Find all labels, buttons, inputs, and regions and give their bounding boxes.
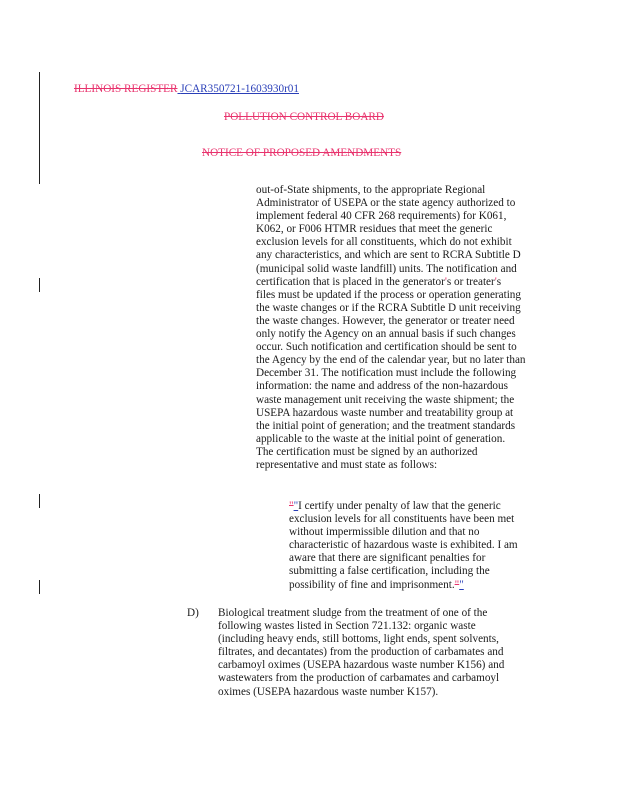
certification-line: exclusion levels for all constituents have been met xyxy=(289,513,515,526)
paragraph-line: K062, or F006 HTMR residues that meet the generic xyxy=(256,223,493,236)
inserted-quote-mark: " xyxy=(459,578,464,591)
change-bar xyxy=(39,278,40,292)
paragraph-line: any characteristics, and which are sent to RCRA Subtitle D xyxy=(256,249,521,262)
paragraph-line: certification that is placed in the generator's or treater's xyxy=(256,275,502,288)
paragraph-line: implement federal 40 CFR 268 requirements) for K061, xyxy=(256,210,507,223)
paragraph-line: USEPA hazardous waste number and treatability group at xyxy=(256,406,514,419)
paragraph-line: out-of-State shipments, to the appropriate Regional xyxy=(256,184,486,196)
certification-line: possibility of fine and imprisonment."" xyxy=(289,578,464,591)
paragraph-line: December 31. The notification must include the following xyxy=(256,367,517,380)
paragraph-line: waste management unit receiving the waste shipment; the xyxy=(256,393,515,406)
main-paragraph xyxy=(256,184,586,472)
paragraph-line: occur. Such notification and certification should be sent to xyxy=(256,341,517,354)
register-header xyxy=(74,82,299,96)
item-d-label: D) xyxy=(187,607,199,619)
paragraph-line: Administrator of USEPA or the state agency authorized to xyxy=(256,197,516,210)
paragraph-line: the Agency by the end of the calendar year, but no later than xyxy=(256,354,526,367)
paragraph-line: representative and must state as follows: xyxy=(256,458,438,471)
paragraph-line: the initial point of generation; and the treatment standards xyxy=(256,419,516,432)
paragraph-line: exclusion levels for all constituents, which do not exhibit xyxy=(256,236,512,249)
paragraph-line: files must be updated if the process or operation generating xyxy=(256,288,521,301)
item-line: Biological treatment sludge from the treatment of one of the xyxy=(218,607,488,619)
certification-line: submitting a false certification, including the xyxy=(289,565,490,578)
paragraph-line: applicable to the waste at the initial point of generation. xyxy=(256,432,506,445)
certification-line: characteristic of hazardous waste is exhibited. I am xyxy=(289,539,518,552)
apostrophe-mark: ' xyxy=(444,275,447,288)
item-line: oximes (USEPA hazardous waste number K157). xyxy=(218,685,439,698)
paragraph-line: The certification must be signed by an authorized xyxy=(256,445,478,458)
change-bar xyxy=(39,580,40,594)
item-line: (including heavy ends, still bottoms, light ends, spent solvents, xyxy=(218,633,499,646)
certification-line: ""I certify under penalty of law that the generic xyxy=(289,500,501,512)
paragraph-line: information: the name and address of the non-hazardous xyxy=(256,380,508,393)
paragraph-line: the waste changes. However, the generator or treater need xyxy=(256,314,515,327)
register-inserted-text: JCAR350721-1603930r01 xyxy=(180,83,299,95)
certification-line: without impermissible dilution and that no xyxy=(289,526,480,539)
item-d-text xyxy=(218,607,528,699)
inserted-quote-mark: " xyxy=(293,500,299,512)
certification-quote xyxy=(289,500,579,592)
paragraph-line: the waste changes or if the RCRA Subtitle D unit receiving xyxy=(256,301,521,314)
deleted-quote-mark: " xyxy=(289,500,294,512)
register-struck-text: ILLINOIS REGISTER xyxy=(74,83,178,95)
paragraph-line: only notify the Agency on an annual basis if such changes xyxy=(256,328,516,341)
certification-line: aware that there are significant penalties for xyxy=(289,552,486,565)
notice-title: NOTICE OF PROPOSED AMENDMENTS xyxy=(202,147,402,159)
paragraph-line: (municipal solid waste landfill) units. The notification and xyxy=(256,262,517,275)
change-bar xyxy=(39,494,40,508)
apostrophe-mark: ' xyxy=(494,275,497,288)
item-line: wastewaters from the production of carbamates and carbamoyl xyxy=(218,672,500,685)
board-title: POLLUTION CONTROL BOARD xyxy=(224,111,384,123)
deleted-quote-mark: " xyxy=(454,578,460,591)
change-bar xyxy=(39,72,40,184)
item-line: carbamoyl oximes (USEPA hazardous waste number K156) and xyxy=(218,659,505,672)
item-line: filtrates, and decantates) from the production of carbamates and xyxy=(218,646,504,659)
item-line: following wastes listed in Section 721.132: organic waste xyxy=(218,620,476,633)
